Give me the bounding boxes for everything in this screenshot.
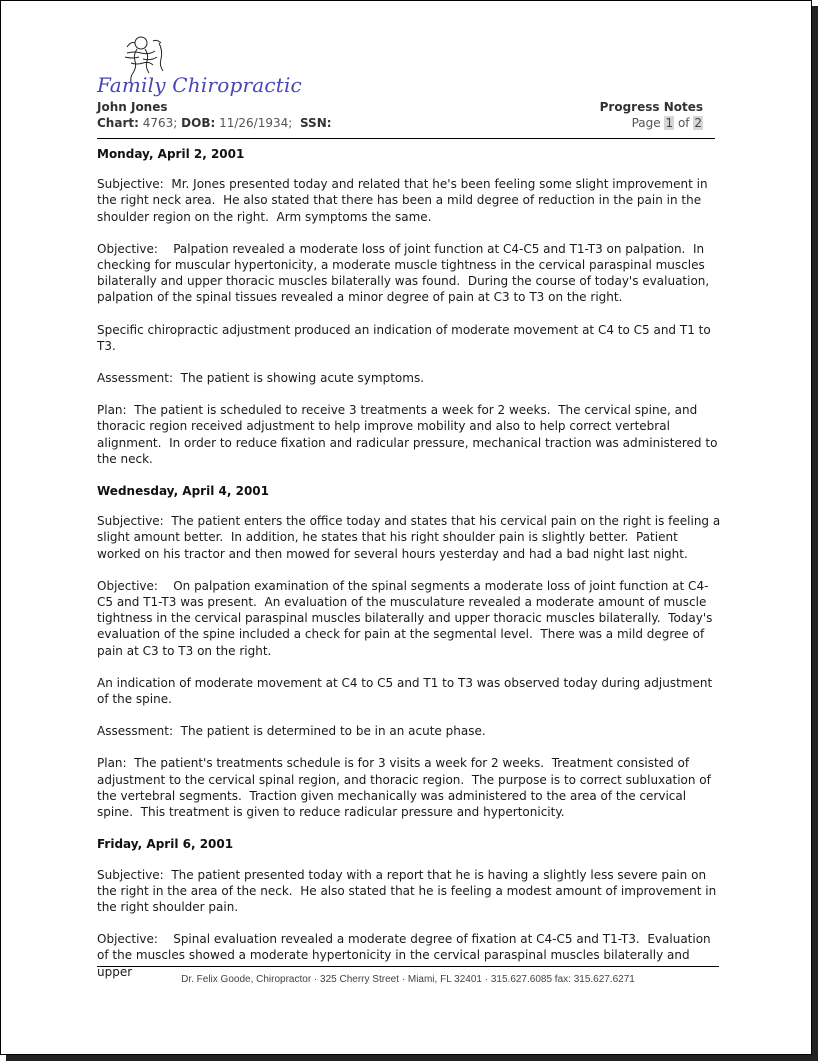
note-paragraph: Subjective: The patient presented today with a report that he is having a slightly less severe pain on the right in the area of the neck. He also stated that he is feeling a modest amount of improvement in the right shoulder pain. bbox=[97, 867, 721, 914]
page-shadow-right bbox=[812, 6, 818, 1061]
visit-date: Friday, April 6, 2001 bbox=[97, 837, 234, 852]
footer-divider bbox=[97, 966, 719, 967]
note-paragraph: Objective: On palpation examination of the spinal segments a moderate loss of joint function at C4-C5 and T1-T3 was present. An evaluation of the musculature revealed a moderate amount of muscle tightness in the cervical paraspinal muscles bilaterally and upper thoracic muscles bilaterally. Today's evaluation of the spine included a check for pain at the segmental level. There was a mild degree of pain at C3 to T3 on the right. bbox=[97, 578, 717, 658]
visit-date: Wednesday, April 4, 2001 bbox=[97, 484, 269, 499]
visit-entry bbox=[97, 483, 725, 820]
page-of: of bbox=[677, 116, 690, 130]
page-shadow-bottom bbox=[6, 1055, 818, 1061]
document-header bbox=[600, 99, 703, 131]
patient-details: Chart: 4763; DOB: 11/26/1934; SSN: bbox=[97, 116, 332, 130]
note-paragraph: Subjective: Mr. Jones presented today and related that he's been feeling some slight improvement in the right neck area. He also stated that there has been a mild degree of reduction in the pain in the shoulder region on the right. Arm symptoms the same. bbox=[97, 177, 712, 224]
chart-value: 4763 bbox=[142, 116, 174, 130]
ssn-label: SSN: bbox=[299, 116, 332, 130]
document-title: Progress Notes bbox=[599, 100, 703, 114]
page-current: 1 bbox=[665, 116, 674, 130]
visit-entry bbox=[97, 146, 722, 467]
dob-label: DOB: bbox=[181, 116, 216, 130]
note-paragraph: Assessment: The patient is showing acute symptoms. bbox=[97, 371, 425, 386]
patient-header bbox=[97, 99, 332, 131]
progress-notes-body bbox=[97, 146, 725, 996]
note-paragraph: An indication of moderate movement at C4 to C5 and T1 to T3 was observed today during adjustment of the spine. bbox=[97, 675, 717, 707]
logo-text: Family Chiropractic bbox=[97, 73, 302, 97]
page-label: Page bbox=[631, 116, 661, 130]
visit-entry bbox=[97, 836, 722, 979]
chart-label: Chart: bbox=[97, 116, 139, 130]
page-indicator bbox=[600, 115, 703, 131]
header-divider bbox=[97, 138, 715, 139]
patient-name: John Jones bbox=[97, 100, 168, 114]
practice-footer: Dr. Felix Goode, Chiropractor · 325 Cherry Street · Miami, FL 32401 · 315.627.6085 fax: 315.627.6271 bbox=[181, 974, 635, 985]
note-paragraph: Objective: Spinal evaluation revealed a moderate degree of fixation at C4-C5 and T1-T3. Evaluation of the muscles showed a moderate hypertonicity in the cervical paraspinal muscles bilaterally and upper bbox=[97, 932, 715, 979]
note-paragraph: Plan: The patient's treatments schedule is for 3 visits a week for 2 weeks. Treatment consisted of adjustment to the cervical spinal region, and thoracic region. The purpose is to correct subluxation of the vertebral segments. Traction given mechanically was administered to the area of the cervical spine. This treatment is given to reduce radicular pressure and hypertonicity. bbox=[97, 756, 715, 820]
note-paragraph: Assessment: The patient is determined to be in an acute phase. bbox=[97, 724, 486, 739]
note-paragraph: Objective: Palpation revealed a moderate loss of joint function at C4-C5 and T1-T3 on palpation. In checking for muscular hypertonicity, a moderate muscle tightness in the cervical paraspinal muscles bilaterally and upper thoracic muscles bilaterally was found. During the course of today's evaluation, palpation of the spinal tissues revealed a minor degree of pain at C3 to T3 on the right. bbox=[97, 241, 714, 305]
note-paragraph: Subjective: The patient enters the office today and states that his cervical pain on the right is feeling a slight amount better. In addition, he states that his right shoulder pain is slightly better. Patient worked on his tractor and then mowed for several hours yesterday and had a bad night last night. bbox=[97, 514, 725, 561]
note-paragraph: Plan: The patient is scheduled to receive 3 treatments a week for 2 weeks. The cervical spine, and thoracic region received adjustment to help improve mobility and also to help correct vertebral alignment. In order to reduce fixation and radicular pressure, mechanical traction was administered to the neck. bbox=[97, 403, 722, 466]
page-total: 2 bbox=[694, 116, 702, 130]
note-paragraph: Specific chiropractic adjustment produced an indication of moderate movement at C4 to C5 and T1 to T3. bbox=[97, 322, 715, 353]
visit-date: Monday, April 2, 2001 bbox=[97, 147, 245, 161]
dob-value: 11/26/1934 bbox=[219, 116, 289, 130]
